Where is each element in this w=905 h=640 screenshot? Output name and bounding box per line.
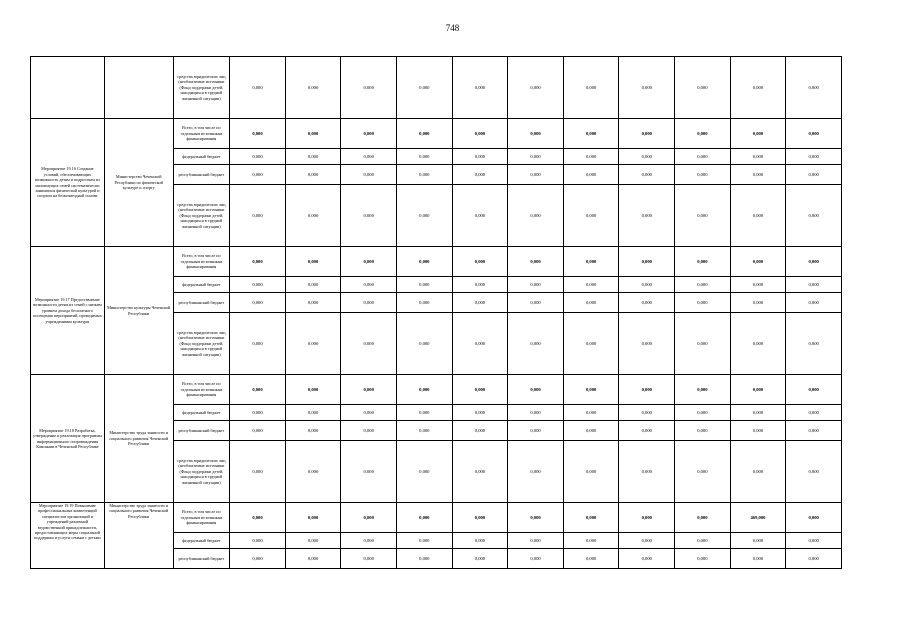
value-cell: 0,000 (786, 277, 842, 293)
value-cell: 0,000 (675, 149, 731, 165)
value-cell: 0,000 (563, 185, 619, 247)
value-cell: 0,000 (675, 441, 731, 503)
value-cell: 0,000 (675, 165, 731, 185)
executor-cell: Министерство труда занятости и социального развития Чеченской Республики (104, 375, 173, 503)
funding-source-cell: Всего, в том числе по отдельным источникам финансирования (173, 375, 230, 405)
value-cell: 0,000 (619, 375, 675, 405)
measure-cell: Мероприятие 19.19 Повышение профессиональных компетенций специалистов организаций и учреждений различной ведомственной принадлежности, предоставляющих меры социальной поддержки и услуги семьям с детьми (31, 503, 105, 569)
value-cell: 0,000 (563, 247, 619, 277)
funding-source-cell: средства юридических лиц (необлагаемые источники (Фонд поддержки детей, находящихся в трудной жизненной ситуации) (173, 313, 230, 375)
value-cell: 0,000 (786, 405, 842, 421)
value-cell: 0,000 (397, 247, 453, 277)
funding-source-cell: Всего, в том числе по отдельным источникам финансирования (173, 119, 230, 149)
budget-table (30, 56, 842, 569)
value-cell: 0,000 (397, 375, 453, 405)
value-cell: 0,000 (230, 405, 286, 421)
value-cell: 0,000 (508, 503, 564, 533)
funding-source-cell: Всего, в том числе по отдельным источникам финансирования (173, 503, 230, 533)
value-cell: 0,000 (619, 533, 675, 549)
value-cell: 0,000 (508, 549, 564, 569)
value-cell: 0,000 (730, 149, 786, 165)
value-cell: 469,000 (730, 503, 786, 533)
value-cell: 0,000 (341, 549, 397, 569)
value-cell: 0,000 (563, 57, 619, 119)
value-cell: 0,000 (230, 185, 286, 247)
value-cell: 0,000 (285, 165, 341, 185)
funding-source-cell: республиканский бюджет (173, 421, 230, 441)
measure-cell: Мероприятие 19.18 Разработка, утверждение и реализация программы информационного сопровождения Кампании в Чеченской Республике (31, 375, 105, 503)
value-cell: 0,000 (230, 533, 286, 549)
value-cell: 0,000 (730, 277, 786, 293)
value-cell: 0,000 (397, 149, 453, 165)
value-cell: 0,000 (230, 293, 286, 313)
value-cell: 0,000 (675, 533, 731, 549)
value-cell: 0,000 (675, 277, 731, 293)
value-cell: 0,000 (619, 149, 675, 165)
value-cell: 0,000 (508, 185, 564, 247)
value-cell: 0,000 (786, 421, 842, 441)
value-cell: 0,000 (508, 277, 564, 293)
value-cell: 0,000 (675, 405, 731, 421)
value-cell: 0,000 (285, 533, 341, 549)
value-cell: 0,000 (508, 165, 564, 185)
value-cell: 0,000 (397, 57, 453, 119)
funding-source-cell: республиканский бюджет (173, 165, 230, 185)
value-cell: 0,000 (341, 165, 397, 185)
value-cell: 0,000 (341, 421, 397, 441)
value-cell: 0,000 (285, 441, 341, 503)
value-cell: 0,000 (619, 247, 675, 277)
value-cell: 0,000 (230, 441, 286, 503)
value-cell: 0,000 (730, 165, 786, 185)
value-cell: 0,000 (341, 149, 397, 165)
value-cell: 0,000 (397, 405, 453, 421)
value-cell: 0,000 (452, 165, 508, 185)
value-cell: 0,000 (341, 503, 397, 533)
value-cell: 0,000 (786, 549, 842, 569)
value-cell: 0,000 (730, 405, 786, 421)
value-cell: 0,000 (452, 313, 508, 375)
value-cell: 0,000 (285, 405, 341, 421)
funding-source-cell: федеральный бюджет (173, 533, 230, 549)
value-cell: 0,000 (508, 533, 564, 549)
value-cell: 0,000 (230, 503, 286, 533)
value-cell: 0,000 (563, 313, 619, 375)
value-cell: 0,000 (230, 277, 286, 293)
value-cell: 0,000 (508, 119, 564, 149)
value-cell: 0,000 (563, 533, 619, 549)
value-cell: 0,000 (341, 119, 397, 149)
funding-source-cell: федеральный бюджет (173, 149, 230, 165)
value-cell: 0,000 (452, 247, 508, 277)
table-row (31, 375, 842, 405)
executor-cell: Министерство культуры Чеченской Республики (104, 247, 173, 375)
funding-source-cell: федеральный бюджет (173, 405, 230, 421)
value-cell: 0,000 (619, 313, 675, 375)
value-cell: 0,000 (619, 119, 675, 149)
value-cell: 0,000 (730, 57, 786, 119)
value-cell: 0,000 (508, 313, 564, 375)
table-row (31, 503, 842, 533)
executor-cell (104, 57, 173, 119)
value-cell: 0,000 (230, 57, 286, 119)
value-cell: 0,000 (452, 421, 508, 441)
value-cell: 0,000 (285, 247, 341, 277)
value-cell: 0,000 (285, 149, 341, 165)
value-cell: 0,000 (786, 313, 842, 375)
value-cell: 0,000 (230, 119, 286, 149)
value-cell: 0,000 (341, 293, 397, 313)
value-cell: 0,000 (786, 503, 842, 533)
value-cell: 0,000 (786, 119, 842, 149)
value-cell: 0,000 (730, 247, 786, 277)
value-cell: 0,000 (563, 165, 619, 185)
value-cell: 0,000 (563, 405, 619, 421)
value-cell: 0,000 (786, 185, 842, 247)
value-cell: 0,000 (397, 313, 453, 375)
value-cell: 0,000 (230, 549, 286, 569)
value-cell: 0,000 (508, 441, 564, 503)
measure-cell (31, 57, 105, 119)
value-cell: 0,000 (230, 149, 286, 165)
value-cell: 0,000 (563, 421, 619, 441)
value-cell: 0,000 (452, 533, 508, 549)
value-cell: 0,000 (452, 57, 508, 119)
value-cell: 0,000 (452, 149, 508, 165)
value-cell: 0,000 (675, 313, 731, 375)
page-number: 748 (445, 23, 460, 33)
value-cell: 0,000 (285, 277, 341, 293)
value-cell: 0,000 (786, 441, 842, 503)
value-cell: 0,000 (619, 57, 675, 119)
funding-source-cell: средства юридических лиц (необлагаемые источники (Фонд поддержки детей, находящихся в трудной жизненной ситуации) (173, 185, 230, 247)
value-cell: 0,000 (675, 247, 731, 277)
value-cell: 0,000 (285, 503, 341, 533)
value-cell: 0,000 (285, 185, 341, 247)
value-cell: 0,000 (619, 503, 675, 533)
value-cell: 0,000 (452, 119, 508, 149)
value-cell: 0,000 (285, 119, 341, 149)
value-cell: 0,000 (397, 533, 453, 549)
value-cell: 0,000 (786, 247, 842, 277)
value-cell: 0,000 (230, 375, 286, 405)
value-cell: 0,000 (730, 421, 786, 441)
value-cell: 0,000 (730, 313, 786, 375)
executor-cell: Министерство Чеченской Республики по физической культуре и спорту (104, 119, 173, 247)
value-cell: 0,000 (675, 503, 731, 533)
value-cell: 0,000 (285, 421, 341, 441)
value-cell: 0,000 (397, 119, 453, 149)
funding-source-cell: Всего, в том числе по отдельным источникам финансирования (173, 247, 230, 277)
value-cell: 0,000 (675, 549, 731, 569)
value-cell: 0,000 (452, 405, 508, 421)
value-cell: 0,000 (563, 441, 619, 503)
value-cell: 0,000 (230, 165, 286, 185)
value-cell: 0,000 (563, 375, 619, 405)
value-cell: 0,000 (508, 149, 564, 165)
value-cell: 0,000 (786, 375, 842, 405)
table-row (31, 57, 842, 119)
value-cell: 0,000 (341, 313, 397, 375)
value-cell: 0,000 (285, 549, 341, 569)
funding-source-cell: средства юридических лиц (необлагаемые источники (Фонд поддержки детей, находящихся в трудной жизненной ситуации) (173, 441, 230, 503)
measure-cell: Мероприятие 19.16 Создание условий, обеспечивающих возможность детям и подросткам из малоимущих семей систематически заниматься физической культурой и спортом на безвозмездной основе (31, 119, 105, 247)
value-cell: 0,000 (786, 149, 842, 165)
value-cell: 0,000 (230, 313, 286, 375)
value-cell: 0,000 (619, 441, 675, 503)
value-cell: 0,000 (397, 503, 453, 533)
value-cell: 0,000 (341, 57, 397, 119)
table-row (31, 119, 842, 149)
value-cell: 0,000 (397, 421, 453, 441)
value-cell: 0,000 (397, 293, 453, 313)
funding-source-cell: республиканский бюджет (173, 549, 230, 569)
value-cell: 0,000 (675, 185, 731, 247)
value-cell: 0,000 (730, 375, 786, 405)
value-cell: 0,000 (508, 57, 564, 119)
value-cell: 0,000 (730, 293, 786, 313)
value-cell: 0,000 (675, 293, 731, 313)
value-cell: 0,000 (341, 533, 397, 549)
value-cell: 0,000 (675, 57, 731, 119)
value-cell: 0,000 (730, 185, 786, 247)
value-cell: 0,000 (563, 277, 619, 293)
value-cell: 0,000 (508, 421, 564, 441)
value-cell: 0,000 (508, 375, 564, 405)
value-cell: 0,000 (563, 503, 619, 533)
value-cell: 0,000 (452, 441, 508, 503)
value-cell: 0,000 (397, 441, 453, 503)
funding-source-cell: республиканский бюджет (173, 293, 230, 313)
value-cell: 0,000 (230, 421, 286, 441)
value-cell: 0,000 (730, 549, 786, 569)
value-cell: 0,000 (285, 293, 341, 313)
value-cell: 0,000 (341, 405, 397, 421)
value-cell: 0,000 (397, 185, 453, 247)
value-cell: 0,000 (619, 277, 675, 293)
value-cell: 0,000 (341, 277, 397, 293)
value-cell: 0,000 (341, 247, 397, 277)
value-cell: 0,000 (397, 277, 453, 293)
value-cell: 0,000 (730, 441, 786, 503)
value-cell: 0,000 (730, 533, 786, 549)
value-cell: 0,000 (285, 57, 341, 119)
table-row (31, 247, 842, 277)
value-cell: 0,000 (675, 375, 731, 405)
value-cell: 0,000 (563, 149, 619, 165)
value-cell: 0,000 (452, 375, 508, 405)
value-cell: 0,000 (786, 293, 842, 313)
value-cell: 0,000 (619, 293, 675, 313)
value-cell: 0,000 (285, 375, 341, 405)
value-cell: 0,000 (452, 293, 508, 313)
value-cell: 0,000 (619, 165, 675, 185)
value-cell: 0,000 (675, 119, 731, 149)
value-cell: 0,000 (619, 549, 675, 569)
funding-source-cell: средства юридических лиц (необлагаемые источники (Фонд поддержки детей, находящихся в трудной жизненной ситуации) (173, 57, 230, 119)
value-cell: 0,000 (452, 549, 508, 569)
value-cell: 0,000 (341, 185, 397, 247)
value-cell: 0,000 (397, 549, 453, 569)
value-cell: 0,000 (397, 165, 453, 185)
value-cell: 0,000 (508, 405, 564, 421)
value-cell: 0,000 (563, 119, 619, 149)
value-cell: 0,000 (619, 405, 675, 421)
value-cell: 0,000 (730, 119, 786, 149)
value-cell: 0,000 (452, 185, 508, 247)
value-cell: 0,000 (563, 549, 619, 569)
funding-source-cell: федеральный бюджет (173, 277, 230, 293)
value-cell: 0,000 (285, 313, 341, 375)
value-cell: 0,000 (786, 165, 842, 185)
value-cell: 0,000 (341, 441, 397, 503)
value-cell: 0,000 (452, 503, 508, 533)
value-cell: 0,000 (619, 421, 675, 441)
value-cell: 0,000 (563, 293, 619, 313)
value-cell: 0,000 (508, 293, 564, 313)
executor-cell: Министерство труда занятости и социального развития Чеченской Республики (104, 503, 173, 569)
value-cell: 0,000 (508, 247, 564, 277)
value-cell: 0,000 (786, 533, 842, 549)
value-cell: 0,000 (619, 185, 675, 247)
measure-cell: Мероприятие 19.17 Предоставление возможности детям из семей с низким уровнем дохода бесплатного посещения мероприятий, проводимых учреждениями культуры (31, 247, 105, 375)
value-cell: 0,000 (341, 375, 397, 405)
value-cell: 0,000 (230, 247, 286, 277)
value-cell: 0,000 (675, 421, 731, 441)
value-cell: 0,000 (786, 57, 842, 119)
value-cell: 0,000 (452, 277, 508, 293)
